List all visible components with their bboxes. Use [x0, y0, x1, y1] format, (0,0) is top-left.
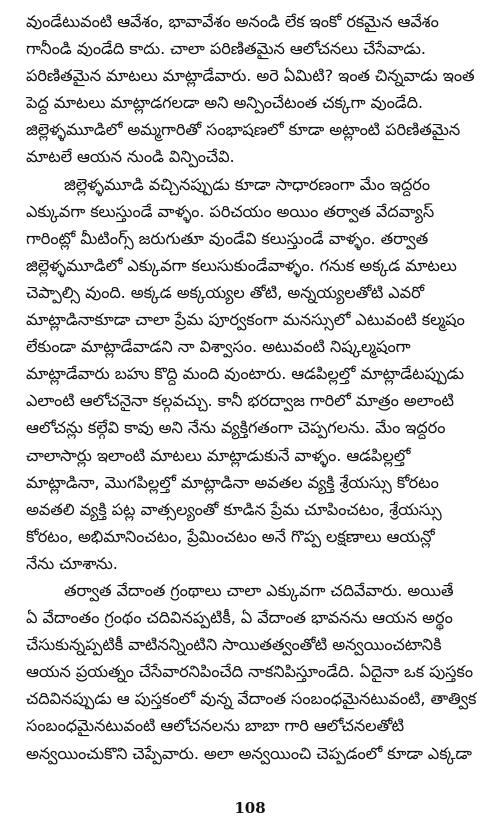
text-line: కోరటం, అభిమానించటం, ప్రేమించటం అనే గొప్ప లక్షణాలు ఆయన్లో: [26, 526, 435, 546]
text-line: పరిణితమైన మాటలు మాట్లాడేవారు. అరె ఏమిటి? ఇంత చిన్నవాడు ఇంత: [26, 66, 475, 86]
text-line: లేకుండా మాట్లాడేవాడని నా విశ్వాసం. అటువంటి నిష్కల్మషంగా: [26, 337, 411, 357]
text-line: పెద్ద మాటలు మాట్లాడగలడా అని అన్పించేటంత చక్కగా వుండేది.: [26, 93, 423, 113]
text-line: చాలాసార్లు ఇలాంటి మాటలు మాట్లాడుకునే వాళ్ళం. ఆడపిల్లల్తో: [26, 445, 411, 465]
text-line: వుండేటువంటి ఆవేశం, భావావేశం అనండి లేక ఇంకో రకమైన ఆవేశం: [26, 12, 439, 31]
text-line: మాటలే ఆయన నుండి విన్పించేవి.: [26, 147, 235, 167]
text-line: చెప్పాల్సి వుంది. అక్కడ అక్కయ్యల తోటి, అన్నయ్యలతోటి ఎవరో: [26, 282, 424, 302]
text-line: గానీండి వుండేది కాదు. చాలా పరిణితమైన ఆలోచనలు చేసేవాడు.: [26, 39, 426, 59]
text-line: చేసుకున్నప్పటికీ వాటినన్నింటిని సాయితత్వంతోటి అన్వయించటానికి: [26, 635, 442, 655]
paragraph-start-line: తర్వాత వేదాంత గ్రంథాలు చాలా ఎక్కువగా చదివేవారు. అయితే: [64, 580, 454, 600]
text-line: మాట్లాడినా, మొగపిల్లల్తో మాట్లాడినా అవతల వ్యక్తి శ్రేయస్సు కోరటం: [26, 472, 439, 492]
text-line: ఏ వేదాంతం గ్రంథం చదివినప్పటికీ, ఏ వేదాంత భావనను ఆయన అర్థం: [26, 608, 453, 628]
text-line: సంబంధమైనటువంటి ఆలోచనలను బాబా గారి ఆలోచనలతోటి: [26, 716, 405, 736]
text-line: ఆలోచన్లు కల్గేవి కావు అని నేను వ్యక్తిగతంగా చెప్పగలను. మేం ఇద్దరం: [26, 418, 446, 438]
text-line: ఎలాంటి ఆలోచనైనా కల్గవచ్చు. కానీ భరద్వాజ గారిలో మాత్రం అలాంటి: [26, 391, 454, 411]
text-line: ఆయన ప్రయత్నం చేసేవారనిపించేది నాకనిపిస్తూండేది. ఏదైనా ఒక పుస్తకం: [26, 662, 473, 682]
body-text: [26, 8, 484, 767]
paragraph-start-line: జిల్లెళ్ళమూడి వచ్చినప్పుడు కూడా సాధారణంగా మేం ఇద్దరం: [64, 174, 430, 194]
text-line: నేను చూశాను.: [26, 553, 118, 573]
text-line: చదివినప్పుడు ఆ పుస్తకంలో వున్న వేదాంత సంబంధమైనటువంటి, తాత్విక: [26, 689, 477, 709]
text-line: అవతలి వ్యక్తి పట్ల వాత్సల్యంతో కూడిన ప్రేమ చూపించటం, శ్రేయస్సు: [26, 499, 442, 519]
text-line: గారింట్లో మీటింగ్స్ జరుగుతూ వుండేవి కలుస్తుండే వాళ్ళం. తర్వాత: [26, 228, 429, 248]
text-line: ఎక్కువగా కలుస్తుండే వాళ్ళం. పరిచయం అయిం తర్వాత వేదవ్యాస్: [26, 201, 435, 221]
text-line: జిల్లెళ్ళమూడిలో అమ్మగారితో సంభాషణలో కూడా అట్లాంటి పరిణితమైన: [26, 120, 461, 140]
text-line: జిల్లెళ్ళమూడిలో ఎక్కువగా కలుసుకుండేవాళ్ళం. గనుక అక్కడ మాటలు: [26, 255, 457, 275]
page-number: 108: [234, 799, 266, 817]
text-line: అన్వయించుకొని చెప్పేవారు. అలా అన్వయించి చెప్పడంలో కూడా ఎక్కడా: [26, 743, 472, 763]
text-line: మాట్లాడేవారు బహు కొద్ది మంది వుంటారు. ఆడపిల్లల్తో మాట్లాడేటప్పుడు: [26, 364, 465, 384]
text-line: మాట్లాడినాకూడా చాలా ప్రేమ పూర్వకంగా మనస్సులో ఎటువంటి కల్మషం: [26, 310, 465, 330]
